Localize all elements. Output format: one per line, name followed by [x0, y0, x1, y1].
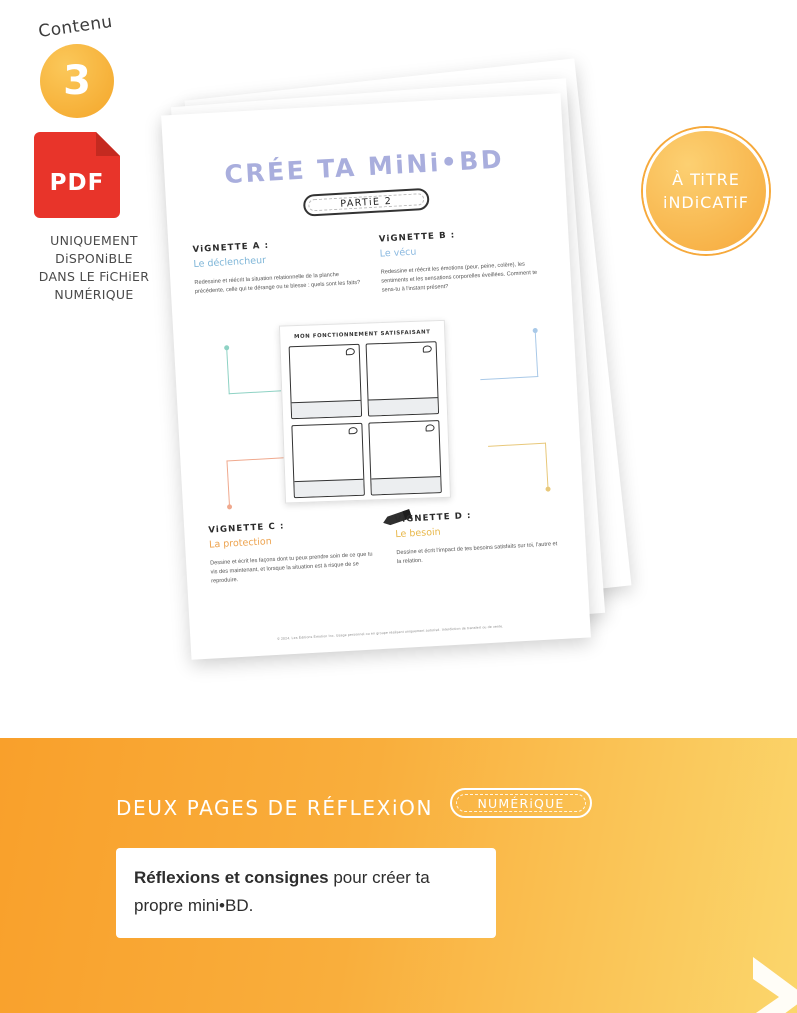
content-count-badge: 3: [40, 44, 114, 118]
vignette-c-block: [208, 516, 377, 586]
vignette-a-text: Redessine et réécrit la situation relationnelle de la planche précédente, celle qui te dérange ou te blesse : quels sont les faits?: [194, 271, 361, 295]
speech-bubble-icon: [348, 427, 357, 434]
contenu-label: Contenu: [37, 11, 114, 42]
comic-panel-grid: [289, 341, 442, 498]
comic-panel-caption-strip: [292, 400, 362, 418]
vignette-d-label: ViGNETTE D :: [394, 510, 472, 526]
vignette-c-text: Dessine et écrit les façons dont tu peux prendre soin de ce que tu vis des maintenant, et lorsque la situation est à risque de se reproduire.: [210, 551, 373, 585]
connector-bracket-a: [226, 345, 286, 394]
digital-only-line-1: UNIQUEMENT: [50, 233, 138, 248]
vignette-d-text: Dessine et écrit l'impact de tes besoins satisfaits sur toi, l'autre et la relation.: [396, 541, 558, 566]
vignette-a-subtitle: Le déclencheur: [193, 254, 267, 271]
band-description-rest: pour créer ta propre mini•BD.: [134, 868, 430, 915]
comic-panel-caption-strip: [369, 397, 439, 415]
vignette-a-block: [192, 236, 361, 306]
comic-panel-caption-strip: [294, 479, 364, 497]
vignette-b-text: Redessine et réécrit les émotions (peur, peine, colère), les sentiments et les sensations corporelles éveillées. Comment te sens-tu à l'instant présent?: [380, 261, 538, 294]
vignette-b-label: ViGNETTE B :: [378, 230, 456, 245]
band-description-card: [116, 848, 496, 938]
worksheet-top-columns: [192, 225, 547, 306]
mini-comic-page: [279, 320, 451, 504]
bottom-promo-band: [0, 738, 797, 1013]
digital-only-line-4: NUMÉRIQUE: [54, 287, 134, 302]
band-format-pill: NUMÉRiQUE: [450, 788, 592, 818]
digital-only-line-3: DANS LE FiCHiER: [38, 269, 150, 284]
connector-bracket-b: [478, 331, 538, 380]
vignette-d-block: [394, 506, 563, 576]
speech-bubble-icon: [346, 348, 355, 355]
worksheet-part-pill: PARTiE 2: [303, 188, 430, 217]
connector-bracket-c: [226, 457, 286, 506]
vignette-b-subtitle: Le vécu: [379, 246, 417, 260]
stamp-line-2: iNDiCATiF: [663, 193, 749, 212]
comic-panel: [289, 344, 363, 419]
band-title: DEUX PAGES DE RÉFLEXiON: [116, 796, 434, 820]
vignette-c-subtitle: La protection: [208, 536, 273, 551]
speech-bubble-icon: [423, 345, 432, 352]
vignette-d-subtitle: Le besoin: [395, 526, 441, 541]
vignette-c-label: ViGNETTE C :: [208, 521, 285, 536]
comic-panel: [291, 423, 365, 498]
worksheet-copyright: © 2024. Les Éditions Émotion Inc. Usage personnel ou en groupe réalisant uniquement autorisé. Interdiction de transfert ou de vente.: [277, 624, 504, 641]
speech-bubble-icon: [425, 424, 434, 431]
comic-panel-caption-strip: [371, 476, 441, 494]
connector-bracket-d: [488, 443, 548, 492]
stamp-line-1: À TiTRE: [672, 170, 740, 189]
pdf-icon-label: PDF: [49, 170, 105, 196]
vignette-b-block: [379, 225, 548, 295]
band-description-strong: Réflexions et consignes: [134, 868, 329, 887]
worksheet-title: CRÉE TA MiNi•BD: [223, 144, 505, 190]
mini-comic-title: MON FONCTIONNEMENT SATISFAISANT: [293, 329, 431, 341]
worksheet-bottom-columns: [208, 506, 563, 587]
comic-panel: [366, 341, 440, 416]
worksheet-sheet-front: [161, 93, 591, 659]
digital-only-line-2: DiSPONiBLE: [55, 251, 133, 266]
comic-panel: [368, 420, 442, 495]
vignette-a-label: ViGNETTE A :: [192, 240, 270, 256]
